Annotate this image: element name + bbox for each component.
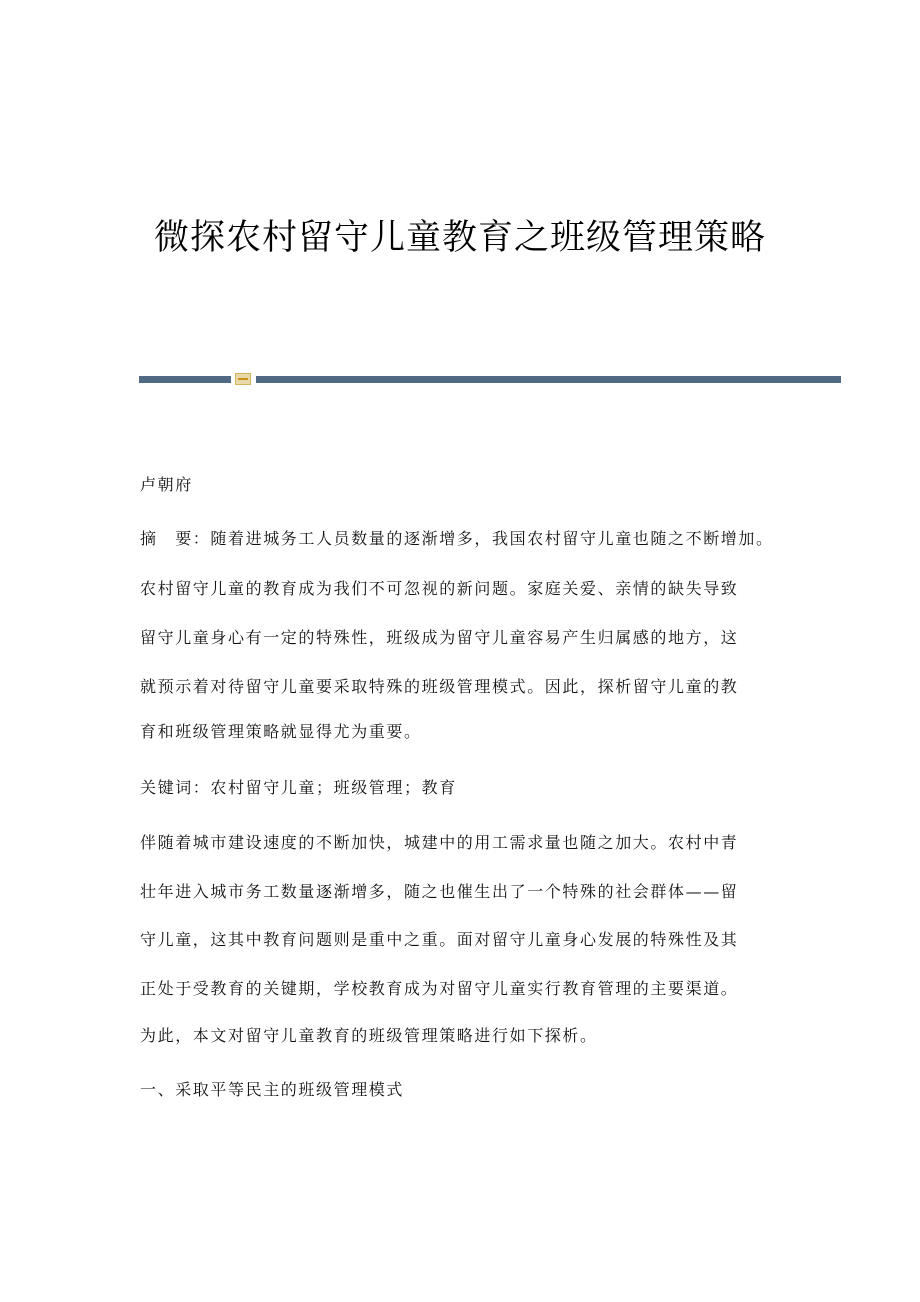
document-title: 微探农村留守儿童教育之班级管理策略 [153,218,766,258]
intro-line: 正处于受教育的关键期，学校教育成为对留守儿童实行教育管理的主要渠道。 [140,979,739,998]
abstract-line: 就预示着对待留守儿童要采取特殊的班级管理模式。因此，探析留守儿童的教 [140,677,739,696]
author-name: 卢朝府 [140,475,193,494]
divider-bar-left [139,376,231,383]
divider-ornament-icon [235,373,251,385]
abstract-line: 留守儿童身心有一定的特殊性，班级成为留守儿童容易产生归属感的地方，这 [140,628,739,647]
abstract-line: 摘 要：随着进城务工人员数量的逐渐增多，我国农村留守儿童也随之不断增加。 [140,529,774,548]
keywords-line: 关键词：农村留守儿童；班级管理；教育 [140,778,457,797]
intro-line: 守儿童，这其中教育问题则是重中之重。面对留守儿童身心发展的特殊性及其 [140,930,739,949]
intro-line: 壮年进入城市务工数量逐渐增多，随之也催生出了一个特殊的社会群体——留 [140,882,739,901]
section-heading: 一、采取平等民主的班级管理模式 [140,1080,405,1099]
title-divider [139,372,841,386]
abstract-line: 育和班级管理策略就显得尤为重要。 [140,722,422,741]
intro-line: 伴随着城市建设速度的不断加快，城建中的用工需求量也随之加大。农村中青 [140,833,739,852]
divider-bar-right [256,376,841,383]
abstract-line: 农村留守儿童的教育成为我们不可忽视的新问题。家庭关爱、亲情的缺失导致 [140,579,739,598]
intro-line: 为此，本文对留守儿童教育的班级管理策略进行如下探析。 [140,1026,598,1045]
